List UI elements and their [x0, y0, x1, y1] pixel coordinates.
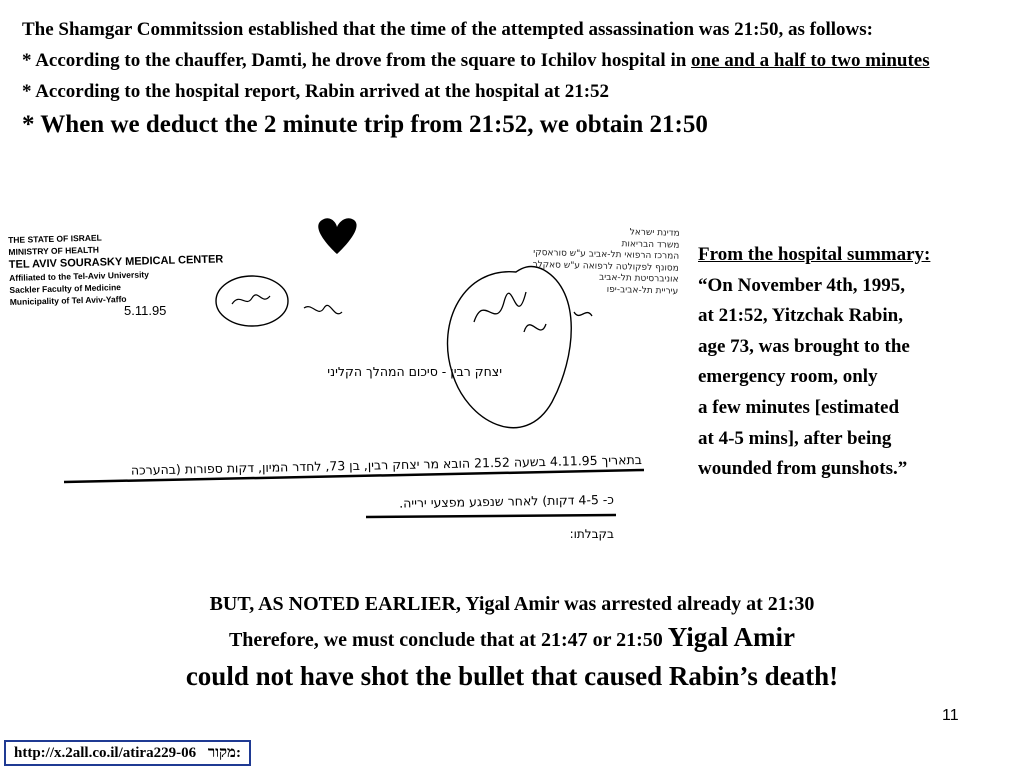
header-en-line: TEL AVIV SOURASKY MEDICAL CENTER	[8, 253, 224, 271]
summary-line: “On November 4th, 1995,	[698, 274, 906, 296]
summary-line: wounded from gunshots.”	[698, 458, 908, 480]
summary-line: emergency room, only	[698, 366, 878, 388]
summary-line: at 21:52, Yitzchak Rabin,	[698, 305, 903, 327]
intro-line-2-underlined: one and a half to two minutes	[691, 50, 930, 71]
header-he-line: המרכז הרפואי תל-אביב ע"ש סוראסקי	[533, 247, 680, 262]
source-label-he: מקור:	[207, 745, 241, 761]
signature-scribble-right	[474, 292, 592, 332]
document-body-he-line: כ- 4-5 דקות) לאחר שנפגע מפצעי ירייה.	[399, 491, 615, 511]
header-he-line: מדינת ישראל	[629, 227, 680, 239]
summary-heading: From the hospital summary:	[698, 244, 931, 265]
header-he-line: אוניברסיטת תל-אביב	[598, 272, 679, 285]
header-en-line: THE STATE OF ISRAEL	[8, 232, 102, 245]
intro-line-2-prefix: * According to the chauffer, Damti, he drove from the square to Ichilov hospital in	[22, 50, 692, 71]
underline-2	[366, 515, 616, 517]
header-en-line: MINISTRY OF HEALTH	[8, 244, 100, 257]
document-header-en	[8, 228, 250, 308]
intro-line-1: The Shamgar Commitssion established that the time of the attempted assassination was 21:50, as follows:	[22, 19, 873, 40]
hospital-document-scan	[4, 212, 684, 560]
header-en-line: Sackler Faculty of Medicine	[9, 282, 122, 295]
header-he-line: משרד הבריאות	[621, 238, 680, 251]
document-body-he-line: בקבלתו:	[569, 527, 614, 541]
document-body-he-line: בתאריך 4.11.95 בשעה 21.52 הובא מר יצחק רבין, בן 73, לחדר המיון, דקות ספורות (בהערכה	[130, 451, 643, 478]
document-date: 5.11.95	[124, 303, 167, 318]
intro-line-2	[22, 45, 1012, 76]
header-en-line: Municipality of Tel Aviv-Yaffo	[9, 293, 127, 307]
hospital-summary-quote	[698, 240, 1018, 485]
header-en-line: Affiliated to the Tel-Aviv University	[9, 269, 150, 283]
conclusion-line-3: could not have shot the bullet that caused Rabin’s death!	[185, 661, 839, 691]
source-box	[4, 740, 251, 766]
conclusion-line-2	[0, 620, 1024, 657]
summary-line: age 73, was brought to the	[698, 335, 910, 357]
header-he-line: עיריית תל-אביב-יפו	[606, 284, 679, 297]
heart-icon	[318, 218, 356, 254]
summary-line: at 4-5 mins], after being	[698, 427, 892, 449]
document-header-he	[468, 223, 680, 297]
document-title-he: יצחק רבין - סיכום המהלך הקליני	[327, 364, 502, 379]
conclusion-line-2-prefix: Therefore, we must conclude that at 21:47 or 21:50	[228, 629, 668, 651]
intro-line-4: * When we deduct the 2 minute trip from 21:52, we obtain 21:50	[22, 111, 708, 138]
conclusion-line-1: BUT, AS NOTED EARLIER, Yigal Amir was arrested already at 21:30	[209, 593, 815, 615]
summary-line: a few minutes [estimated	[698, 396, 900, 418]
source-link[interactable]: http://x.2all.co.il/atira229-06	[14, 745, 197, 761]
conclusion-line-2-name: Yigal Amir	[667, 622, 796, 652]
intro-text	[22, 14, 1012, 143]
header-he-line: מסונף לפקולטה לרפואה ע"ש סאקלר	[532, 259, 679, 274]
intro-line-3: * According to the hospital report, Rabin arrived at the hospital at 21:52	[22, 81, 610, 102]
conclusion	[0, 588, 1024, 695]
page-number: 11	[942, 707, 959, 724]
